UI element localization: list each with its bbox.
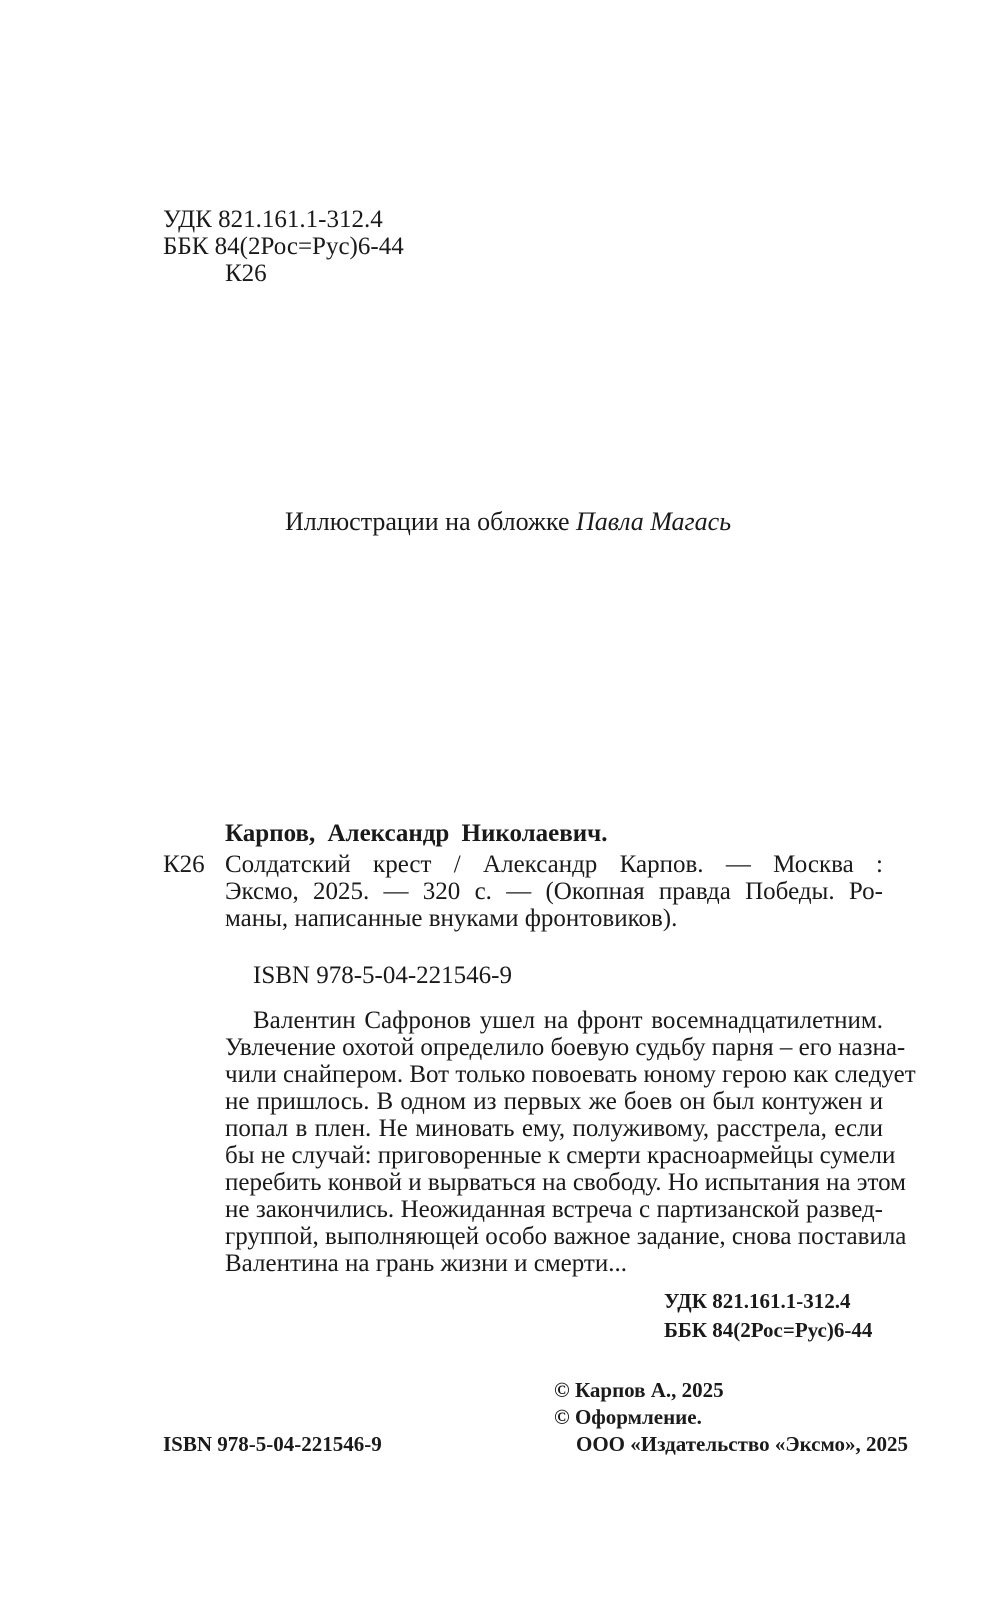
copyright-author: © Карпов А., 2025 <box>554 1378 724 1402</box>
isbn: ISBN 978-5-04-221546-9 <box>253 962 513 989</box>
cover-illustrations-credit <box>285 508 731 535</box>
udk-code: УДК 821.161.1-312.4 <box>163 206 383 233</box>
bib-line: Эксмо, 2025. — 320 с. — (Окопная правда Победы. Ро- <box>225 878 883 905</box>
bib-line: маны, написанные внуками фронтовиков). <box>225 905 678 932</box>
annotation-line: попал в плен. Не миновать ему, полуживому, расстрела, если <box>225 1115 883 1142</box>
copyright-publisher: ООО «Издательство «Эксмо», 2025 <box>576 1432 909 1456</box>
annotation-line: чили снайпером. Вот только повоевать юному герою как следует <box>225 1061 916 1088</box>
annotation-line: перебить конвой и вырваться на свободу. Но испытания на этом <box>225 1169 906 1196</box>
annotation-line: не пришлось. В одном из первых же боев он был контужен и <box>225 1088 883 1115</box>
annotation-line: группой, выполняющей особо важное задание, снова поставила <box>225 1223 907 1250</box>
illustrations-prefix: Иллюстрации на обложке <box>285 507 577 536</box>
udk-code-bottom: УДК 821.161.1-312.4 <box>664 1289 851 1313</box>
annotation-line: бы не случай: приговоренные к смерти красноармейцы сумели <box>225 1142 896 1169</box>
annotation-line: Валентин Сафронов ушел на фронт восемнадцатилетним. <box>253 1007 883 1034</box>
bibliographic-description <box>225 851 883 932</box>
author-heading: Карпов, Александр Николаевич. <box>225 820 608 847</box>
copyright-design: © Оформление. <box>554 1405 702 1429</box>
isbn-bottom: ISBN 978-5-04-221546-9 <box>163 1432 382 1456</box>
annotation-line: Увлечение охотой определило боевую судьбу парня – его назна- <box>225 1034 906 1061</box>
author-mark-side: К26 <box>163 851 205 878</box>
author-mark: К26 <box>225 260 267 287</box>
annotation-line: Валентина на грань жизни и смерти... <box>225 1250 627 1277</box>
bbk-code: ББК 84(2Рос=Рус)6-44 <box>163 233 404 260</box>
annotation <box>225 1007 916 1277</box>
illustrator-name: Павла Магась <box>576 507 732 536</box>
bbk-code-bottom: ББК 84(2Рос=Рус)6-44 <box>664 1318 873 1342</box>
annotation-line: не закончились. Неожиданная встреча с партизанской развед- <box>225 1196 883 1223</box>
bib-line: Солдатский крест / Александр Карпов. — Москва : <box>225 851 883 878</box>
